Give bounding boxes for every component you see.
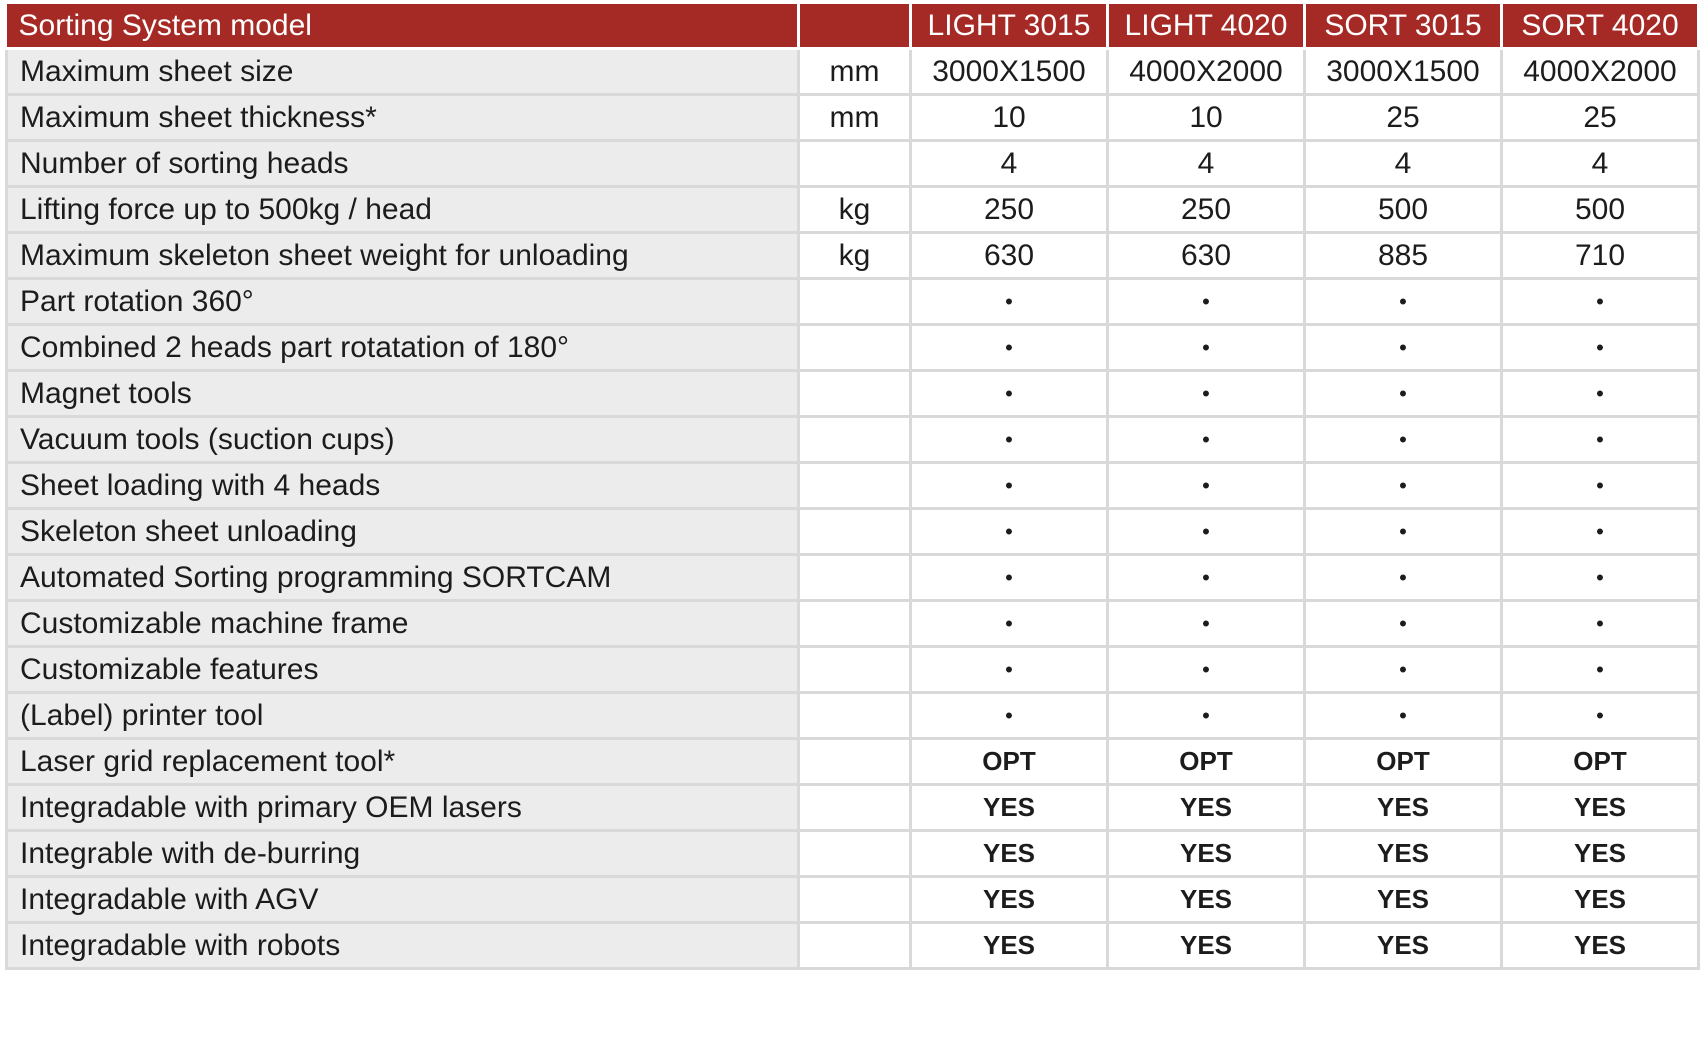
row-value: • xyxy=(911,555,1108,601)
row-value: YES xyxy=(1502,877,1699,923)
table-row xyxy=(7,555,1699,601)
header-model-light-4020: LIGHT 4020 xyxy=(1108,4,1305,49)
row-value: OPT xyxy=(1108,739,1305,785)
row-label: Customizable features xyxy=(7,647,799,693)
row-value: • xyxy=(1502,555,1699,601)
table-row xyxy=(7,279,1699,325)
row-value: 25 xyxy=(1502,95,1699,141)
table-row xyxy=(7,95,1699,141)
row-value: 25 xyxy=(1305,95,1502,141)
table-row xyxy=(7,141,1699,187)
row-value: • xyxy=(1305,463,1502,509)
row-unit: mm xyxy=(799,49,911,95)
header-model-sort-3015: SORT 3015 xyxy=(1305,4,1502,49)
row-value: YES xyxy=(1108,877,1305,923)
row-value: • xyxy=(1108,509,1305,555)
row-value: YES xyxy=(1108,831,1305,877)
row-value: • xyxy=(1502,325,1699,371)
spec-sheet xyxy=(5,4,1700,970)
row-value: • xyxy=(1305,555,1502,601)
row-unit xyxy=(799,417,911,463)
row-unit xyxy=(799,693,911,739)
table-row xyxy=(7,785,1699,831)
row-label: Integradable with robots xyxy=(7,923,799,969)
table-row xyxy=(7,371,1699,417)
row-value: • xyxy=(1305,371,1502,417)
row-value: YES xyxy=(911,831,1108,877)
row-value: • xyxy=(1108,647,1305,693)
row-unit xyxy=(799,141,911,187)
row-value: • xyxy=(1502,279,1699,325)
table-row xyxy=(7,463,1699,509)
row-value: • xyxy=(1305,325,1502,371)
row-value: 4 xyxy=(1108,141,1305,187)
row-label: Customizable machine frame xyxy=(7,601,799,647)
row-value: • xyxy=(1502,647,1699,693)
row-value: OPT xyxy=(1305,739,1502,785)
row-value: 10 xyxy=(1108,95,1305,141)
row-value: • xyxy=(911,463,1108,509)
table-row xyxy=(7,647,1699,693)
table-row xyxy=(7,877,1699,923)
table-row xyxy=(7,739,1699,785)
row-label: Sheet loading with 4 heads xyxy=(7,463,799,509)
header-model-light-3015: LIGHT 3015 xyxy=(911,4,1108,49)
row-unit xyxy=(799,463,911,509)
row-label: (Label) printer tool xyxy=(7,693,799,739)
row-value: YES xyxy=(1305,831,1502,877)
row-value: 3000X1500 xyxy=(911,49,1108,95)
row-value: 630 xyxy=(1108,233,1305,279)
table-row xyxy=(7,923,1699,969)
row-value: YES xyxy=(911,877,1108,923)
row-unit xyxy=(799,831,911,877)
row-value: YES xyxy=(1108,923,1305,969)
row-value: OPT xyxy=(1502,739,1699,785)
row-label: Maximum sheet size xyxy=(7,49,799,95)
row-value: 500 xyxy=(1502,187,1699,233)
row-label: Vacuum tools (suction cups) xyxy=(7,417,799,463)
table-row xyxy=(7,601,1699,647)
row-value: 630 xyxy=(911,233,1108,279)
row-unit xyxy=(799,509,911,555)
row-value: • xyxy=(1305,279,1502,325)
row-value: OPT xyxy=(911,739,1108,785)
row-value: • xyxy=(1305,601,1502,647)
table-row xyxy=(7,831,1699,877)
row-unit xyxy=(799,325,911,371)
row-value: • xyxy=(1502,601,1699,647)
row-value: • xyxy=(911,371,1108,417)
row-value: • xyxy=(1305,417,1502,463)
table-row xyxy=(7,233,1699,279)
specification-table xyxy=(5,4,1700,970)
row-label: Integrable with de-burring xyxy=(7,831,799,877)
header-model-sort-4020: SORT 4020 xyxy=(1502,4,1699,49)
table-row xyxy=(7,417,1699,463)
table-row xyxy=(7,693,1699,739)
row-unit xyxy=(799,923,911,969)
row-unit xyxy=(799,555,911,601)
row-unit xyxy=(799,739,911,785)
row-value: YES xyxy=(911,923,1108,969)
row-value: • xyxy=(1305,647,1502,693)
row-value: • xyxy=(911,693,1108,739)
row-label: Integradable with primary OEM lasers xyxy=(7,785,799,831)
row-value: • xyxy=(1502,371,1699,417)
row-value: • xyxy=(1502,463,1699,509)
row-label: Maximum sheet thickness* xyxy=(7,95,799,141)
row-unit: mm xyxy=(799,95,911,141)
row-value: • xyxy=(1502,693,1699,739)
row-label: Skeleton sheet unloading xyxy=(7,509,799,555)
row-value: • xyxy=(1108,325,1305,371)
row-value: • xyxy=(1108,463,1305,509)
table-row xyxy=(7,49,1699,95)
table-row xyxy=(7,187,1699,233)
row-unit xyxy=(799,601,911,647)
row-unit xyxy=(799,785,911,831)
row-label: Automated Sorting programming SORTCAM xyxy=(7,555,799,601)
row-label: Magnet tools xyxy=(7,371,799,417)
header-label: Sorting System model xyxy=(7,4,799,49)
row-value: • xyxy=(1108,693,1305,739)
row-unit xyxy=(799,279,911,325)
row-value: 4 xyxy=(1305,141,1502,187)
row-value: 4000X2000 xyxy=(1502,49,1699,95)
row-label: Part rotation 360° xyxy=(7,279,799,325)
row-value: 4 xyxy=(1502,141,1699,187)
row-value: • xyxy=(1108,555,1305,601)
row-value: • xyxy=(1108,279,1305,325)
row-label: Combined 2 heads part rotatation of 180° xyxy=(7,325,799,371)
table-body xyxy=(7,49,1699,969)
row-value: • xyxy=(911,601,1108,647)
row-value: 710 xyxy=(1502,233,1699,279)
row-value: • xyxy=(1502,509,1699,555)
row-value: 885 xyxy=(1305,233,1502,279)
row-value: YES xyxy=(1108,785,1305,831)
row-value: YES xyxy=(1305,877,1502,923)
row-value: YES xyxy=(1502,785,1699,831)
row-value: 500 xyxy=(1305,187,1502,233)
row-value: 4000X2000 xyxy=(1108,49,1305,95)
row-value: 250 xyxy=(1108,187,1305,233)
row-value: • xyxy=(1108,601,1305,647)
table-row xyxy=(7,325,1699,371)
table-row xyxy=(7,509,1699,555)
row-value: • xyxy=(1108,371,1305,417)
row-value: YES xyxy=(1305,923,1502,969)
row-value: • xyxy=(911,509,1108,555)
row-unit xyxy=(799,371,911,417)
row-value: • xyxy=(1502,417,1699,463)
header-unit xyxy=(799,4,911,49)
row-label: Integradable with AGV xyxy=(7,877,799,923)
row-unit: kg xyxy=(799,233,911,279)
row-value: 4 xyxy=(911,141,1108,187)
table-header-row xyxy=(7,4,1699,49)
row-unit xyxy=(799,877,911,923)
row-label: Lifting force up to 500kg / head xyxy=(7,187,799,233)
row-value: 3000X1500 xyxy=(1305,49,1502,95)
row-value: • xyxy=(911,417,1108,463)
row-value: • xyxy=(911,325,1108,371)
row-value: 10 xyxy=(911,95,1108,141)
row-unit xyxy=(799,647,911,693)
row-unit: kg xyxy=(799,187,911,233)
row-label: Maximum skeleton sheet weight for unloading xyxy=(7,233,799,279)
row-value: YES xyxy=(911,785,1108,831)
row-value: • xyxy=(911,647,1108,693)
row-value: YES xyxy=(1502,923,1699,969)
row-value: YES xyxy=(1305,785,1502,831)
row-label: Number of sorting heads xyxy=(7,141,799,187)
row-value: YES xyxy=(1502,831,1699,877)
row-value: • xyxy=(1305,509,1502,555)
row-value: 250 xyxy=(911,187,1108,233)
row-label: Laser grid replacement tool* xyxy=(7,739,799,785)
row-value: • xyxy=(911,279,1108,325)
row-value: • xyxy=(1108,417,1305,463)
row-value: • xyxy=(1305,693,1502,739)
